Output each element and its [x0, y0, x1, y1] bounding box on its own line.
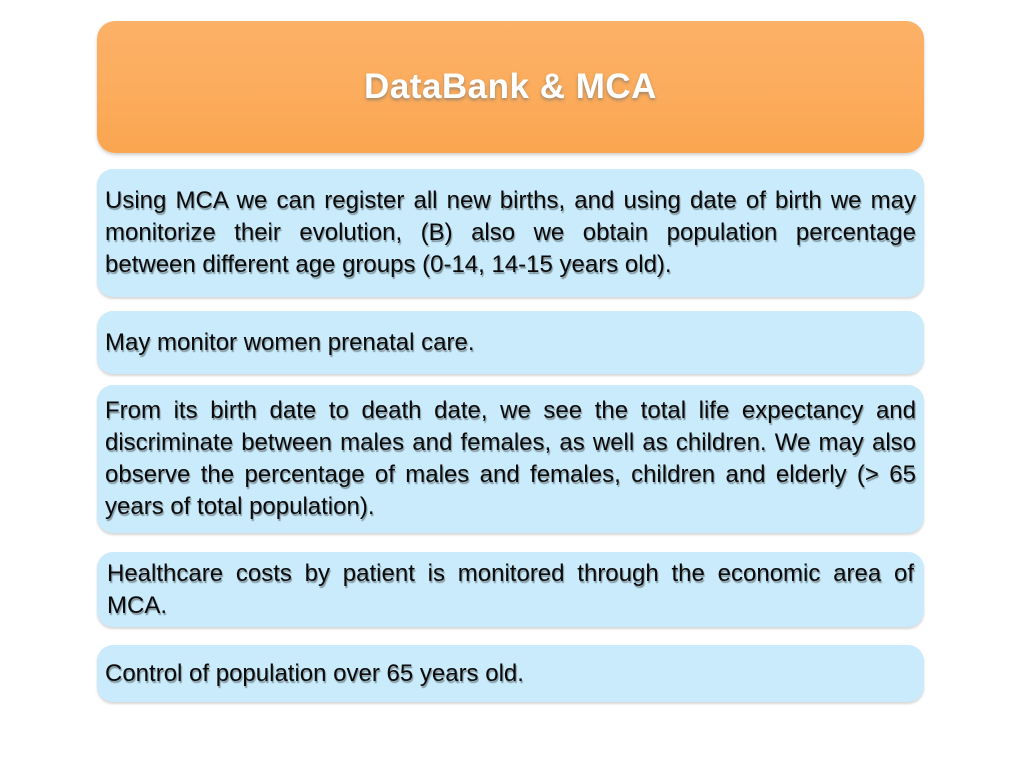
content-box-population-control-text: Control of population over 65 years old.: [105, 659, 524, 687]
content-box-life-expectancy-text: From its birth date to death date, we see the total life expectancy and discriminate between males and females, as well as children. We may also observe the percentage of males and females, children and elderly (> 65 years of total population).: [105, 397, 916, 520]
content-box-births-text: Using MCA we can register all new births, and using date of birth we may monitorize their evolution, (B) also we obtain population percentage between different age groups (0-14, 14-15 years old).: [105, 187, 916, 278]
content-box-prenatal: [97, 311, 924, 374]
content-box-healthcare-costs: [97, 552, 924, 627]
content-box-prenatal-text: May monitor women prenatal care.: [105, 328, 475, 356]
content-box-population-control: [97, 645, 924, 702]
title-box: [97, 21, 924, 153]
content-box-healthcare-costs-text: Healthcare costs by patient is monitored through the economic area of MCA.: [107, 559, 914, 619]
slide-title: DataBank & MCA: [364, 67, 657, 106]
content-box-births: [97, 169, 924, 297]
content-box-life-expectancy: [97, 385, 924, 533]
